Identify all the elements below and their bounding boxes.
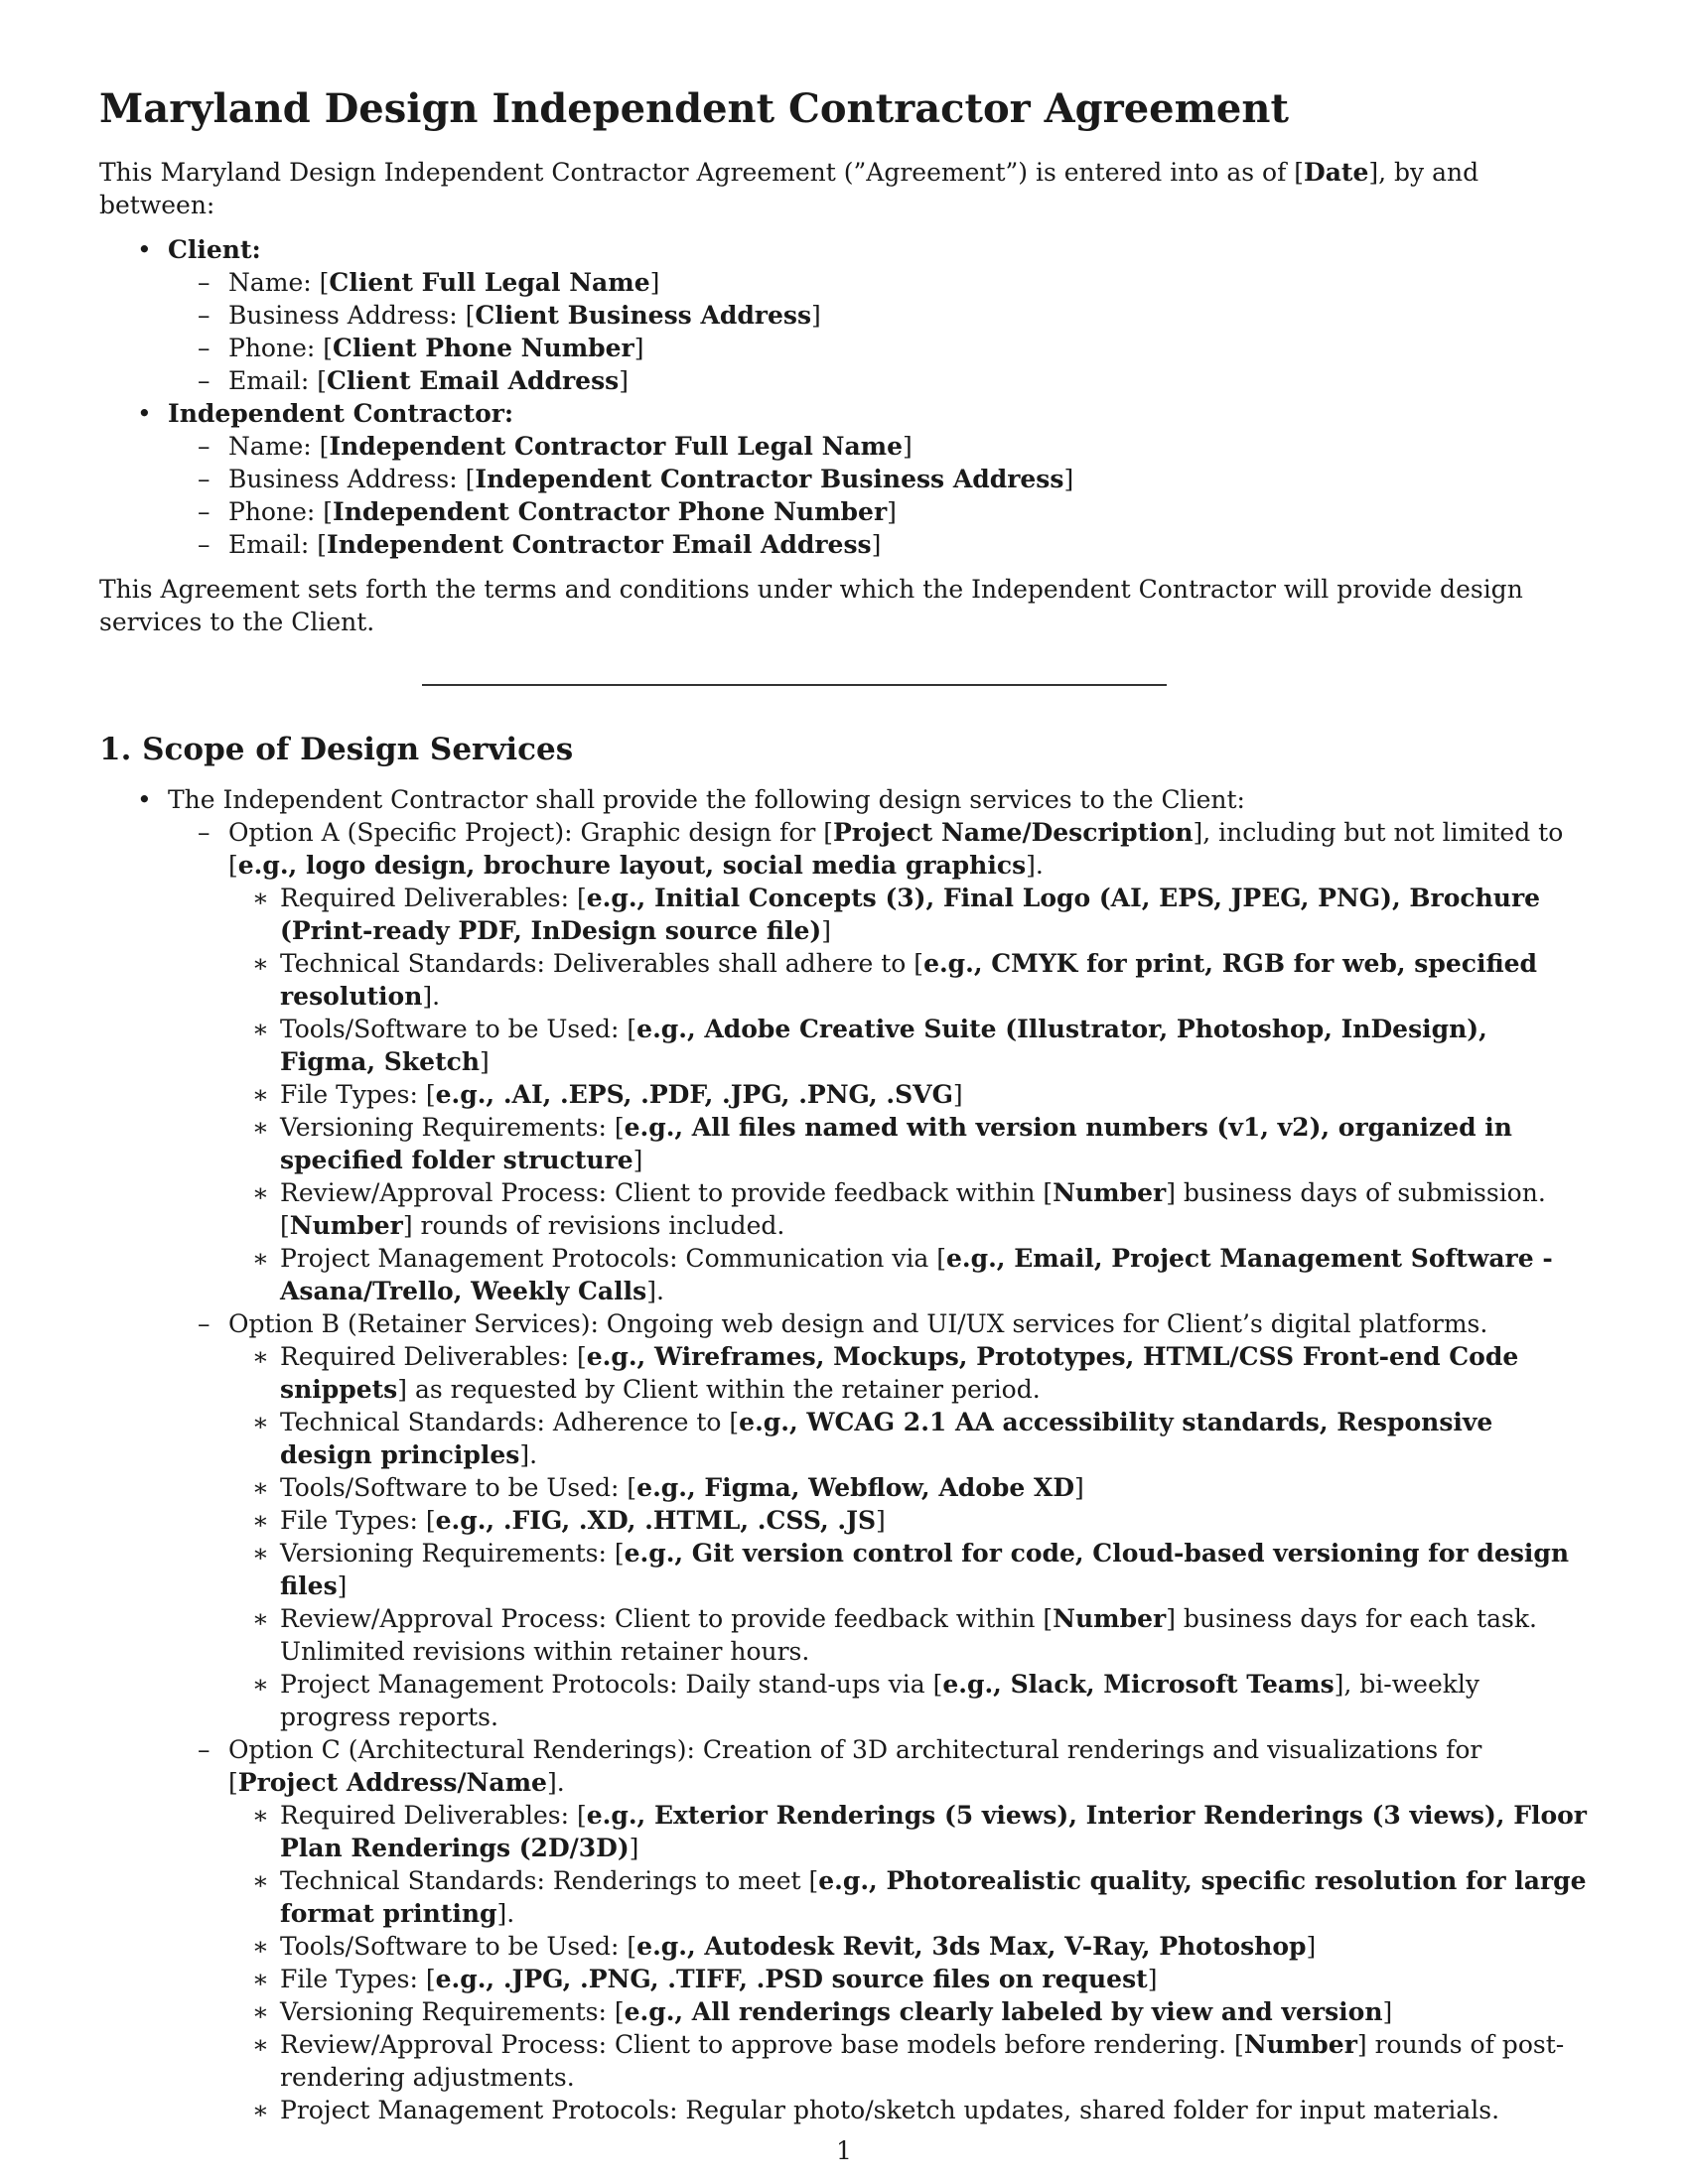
intro-paragraph [99, 156, 1589, 221]
body-text: ] [629, 1834, 639, 1862]
requirement-file-types [228, 1504, 1589, 1537]
requirement-project-management [228, 1242, 1589, 1307]
placeholder-text: e.g., logo design, brochure layout, social media graphics [237, 851, 1027, 880]
party-contractor-heading: Independent Contractor: [168, 399, 514, 428]
requirement-tools-software [228, 1930, 1589, 1963]
body-text: Required Deliverables: [ [280, 884, 587, 912]
field-label: Name: [228, 268, 320, 297]
placeholder-text: e.g., Autodesk Revit, 3ds Max, V-Ray, Photoshop [636, 1932, 1307, 1961]
body-text: Tools/Software to be Used: [ [280, 1015, 637, 1043]
placeholder-text: e.g., .FIG, .XD, .HTML, .CSS, .JS [435, 1506, 876, 1535]
body-text: ]. [519, 1440, 538, 1469]
body-text: ] as requested by Client within the retainer period. [397, 1375, 1041, 1404]
body-text: ]. [422, 982, 441, 1011]
option-c [168, 1733, 1589, 2126]
body-text: ] [952, 1080, 963, 1109]
body-text: ]. [646, 1277, 664, 1305]
requirement-review-approval [228, 2028, 1589, 2094]
party-client [99, 233, 1589, 397]
requirement-technical-standards [228, 1864, 1589, 1930]
placeholder-text: e.g., Figma, Webflow, Adobe XD [636, 1473, 1075, 1502]
body-text: ], bi-weekly progress reports. [280, 1670, 1480, 1731]
body-text: Review/Approval Process: Client to provide feedback within [ [280, 1604, 1054, 1633]
body-text: ]. [496, 1899, 515, 1928]
contractor-email-field: – Email: [Independent Contractor Email Address] [168, 528, 1589, 561]
body-text: Required Deliverables: [ [280, 1801, 587, 1830]
placeholder-text: e.g., Adobe Creative Suite (Illustrator, Photoshop, InDesign), Figma, Sketch [280, 1015, 1487, 1076]
requirement-review-approval [228, 1176, 1589, 1242]
party-client-heading: Client: [168, 235, 261, 264]
body-text: Option C (Architectural Renderings): Creation of 3D architectural renderings and visualizations for [ [228, 1735, 1482, 1797]
placeholder-text: e.g., .AI, .EPS, .PDF, .JPG, .PNG, .SVG [435, 1080, 953, 1109]
placeholder-text: e.g., CMYK for print, RGB for web, specified resolution [280, 949, 1538, 1011]
option-c-description [228, 1735, 1481, 1797]
body-text: Tools/Software to be Used: [ [280, 1932, 637, 1961]
body-text: ] business days of submission. [ [280, 1178, 1546, 1240]
section-1-lead-item [99, 783, 1589, 2126]
placeholder-text: Number [1053, 1604, 1167, 1633]
option-a-description [228, 818, 1563, 880]
body-text: Project Management Protocols: Communication via [ [280, 1244, 946, 1273]
body-text: Required Deliverables: [ [280, 1342, 587, 1371]
body-text: File Types: [ [280, 1080, 436, 1109]
body-text: Versioning Requirements: [ [280, 1113, 625, 1142]
section-1-lead: The Independent Contractor shall provide the following design services to the Client: [168, 785, 1245, 814]
contractor-phone-field: – Phone: [Independent Contractor Phone Number] [168, 495, 1589, 528]
body-text: Technical Standards: Deliverables shall adhere to [ [280, 949, 924, 978]
body-text: ], including but not limited to [ [228, 818, 1564, 880]
placeholder-text: e.g., Photorealistic quality, specific resolution for large format printing [280, 1866, 1587, 1928]
contractor-name-field: – Name: [Independent Contractor Full Legal Name] [168, 430, 1589, 463]
body-text: ] [1382, 1997, 1393, 2026]
placeholder-text: Number [1053, 1178, 1167, 1207]
field-label: Name: [228, 432, 320, 461]
body-text: ] [821, 916, 831, 945]
requirement-deliverables [228, 1340, 1589, 1406]
requirement-project-management [228, 2094, 1589, 2126]
requirement-versioning [228, 1111, 1589, 1176]
intro-date-placeholder: Date [1304, 158, 1369, 187]
option-b-requirements [228, 1340, 1589, 1733]
requirement-file-types [228, 1963, 1589, 1995]
field-label: Phone: [228, 334, 324, 362]
option-b-description [228, 1309, 1487, 1338]
placeholder-text: e.g., .JPG, .PNG, .TIFF, .PSD source files on request [435, 1965, 1148, 1993]
document-page [99, 84, 1589, 2126]
placeholder-text: e.g., Wireframes, Mockups, Prototypes, HTML/CSS Front-end Code snippets [280, 1342, 1519, 1404]
body-text: File Types: [ [280, 1506, 436, 1535]
body-text: ] [633, 1146, 643, 1174]
document-title: Maryland Design Independent Contractor Agreement [99, 85, 1289, 132]
placeholder-text: e.g., Email, Project Management Software - Asana/Trello, Weekly Calls [280, 1244, 1553, 1305]
field-value: Independent Contractor Phone Number [333, 497, 888, 526]
field-label: Phone: [228, 497, 324, 526]
body-text: ] [337, 1571, 348, 1600]
requirement-versioning [228, 1537, 1589, 1602]
requirement-technical-standards [228, 1406, 1589, 1471]
placeholder-text: Number [1243, 2030, 1357, 2059]
option-c-requirements [228, 1799, 1589, 2126]
client-address-field: – Business Address: [Client Business Address] [168, 299, 1589, 332]
placeholder-text: Number [289, 1211, 403, 1240]
field-value: Independent Contractor Email Address [327, 530, 872, 559]
requirement-technical-standards [228, 947, 1589, 1013]
requirement-file-types [228, 1078, 1589, 1111]
body-text: Project Management Protocols: Regular photo/sketch updates, shared folder for input materials. [280, 2096, 1500, 2124]
body-text: ] [1306, 1932, 1317, 1961]
body-text: Project Management Protocols: Daily stand-ups via [ [280, 1670, 943, 1699]
body-text: Technical Standards: Renderings to meet [ [280, 1866, 819, 1895]
section-divider [422, 684, 1167, 686]
field-label: Business Address: [228, 465, 466, 493]
body-text: Review/Approval Process: Client to provide feedback within [ [280, 1178, 1054, 1207]
body-text: Technical Standards: Adherence to [ [280, 1408, 740, 1436]
field-value: Independent Contractor Full Legal Name [329, 432, 903, 461]
contractor-address-field: – Business Address: [Independent Contractor Business Address] [168, 463, 1589, 495]
placeholder-text: Project Name/Description [832, 818, 1194, 847]
field-label: Email: [228, 366, 318, 395]
body-text: Option B (Retainer Services): Ongoing web design and UI/UX services for Client’s digital platforms. [228, 1309, 1488, 1338]
section-1-heading: 1. Scope of Design Services [99, 732, 574, 767]
placeholder-text: e.g., Exterior Renderings (5 views), Interior Renderings (3 views), Floor Plan Renderings (2D/3D) [280, 1801, 1587, 1862]
body-text: Tools/Software to be Used: [ [280, 1473, 637, 1502]
placeholder-text: e.g., WCAG 2.1 AA accessibility standards, Responsive design principles [280, 1408, 1493, 1469]
intro-text-before: This Maryland Design Independent Contractor Agreement (”Agreement”) is entered into as of [ [99, 158, 1305, 187]
requirement-versioning [228, 1995, 1589, 2028]
requirement-deliverables [228, 882, 1589, 947]
body-text: ]. [1026, 851, 1044, 880]
requirement-tools-software [228, 1013, 1589, 1078]
body-text: Review/Approval Process: Client to approve base models before rendering. [ [280, 2030, 1244, 2059]
body-text: ] rounds of post-rendering adjustments. [280, 2030, 1565, 2092]
client-name-field: – Name: [Client Full Legal Name] [168, 266, 1589, 299]
body-text: ]. [546, 1768, 565, 1797]
party-contractor [99, 397, 1589, 561]
field-value: Client Business Address [475, 301, 812, 330]
placeholder-text: Project Address/Name [237, 1768, 547, 1797]
contractor-fields [168, 430, 1589, 561]
option-b [168, 1307, 1589, 1733]
field-label: Email: [228, 530, 318, 559]
section-1-list [99, 783, 1589, 2126]
page-number: 1 [836, 2136, 852, 2165]
field-value: Client Email Address [327, 366, 620, 395]
option-a-requirements [228, 882, 1589, 1307]
requirement-project-management [228, 1668, 1589, 1733]
service-options-list [168, 816, 1589, 2126]
body-text: ] business days for each task. Unlimited revisions within retainer hours. [280, 1604, 1537, 1666]
body-text: Versioning Requirements: [ [280, 1539, 625, 1568]
client-email-field: – Email: [Client Email Address] [168, 364, 1589, 397]
client-phone-field: – Phone: [Client Phone Number] [168, 332, 1589, 364]
placeholder-text: e.g., Slack, Microsoft Teams [942, 1670, 1335, 1699]
option-a [168, 816, 1589, 1307]
field-label: Business Address: [228, 301, 466, 330]
body-text: Option A (Specific Project): Graphic design for [ [228, 818, 833, 847]
placeholder-text: e.g., Initial Concepts (3), Final Logo (AI, EPS, JPEG, PNG), Brochure (Print-ready PDF, InDesign source file) [280, 884, 1541, 945]
client-fields [168, 266, 1589, 397]
body-text: File Types: [ [280, 1965, 436, 1993]
intro-text-after: ], by and between: [99, 158, 1479, 219]
purpose-paragraph: This Agreement sets forth the terms and conditions under which the Independent Contractor will provide design services to the Client. [99, 575, 1523, 636]
requirement-deliverables [228, 1799, 1589, 1864]
placeholder-text: e.g., All files named with version numbers (v1, v2), organized in specified folder structure [280, 1113, 1512, 1174]
requirement-tools-software [228, 1471, 1589, 1504]
placeholder-text: e.g., Git version control for code, Cloud-based versioning for design files [280, 1539, 1570, 1600]
body-text: ] rounds of revisions included. [402, 1211, 785, 1240]
body-text: ] [1147, 1965, 1158, 1993]
parties-list [99, 233, 1589, 561]
body-text: ] [480, 1047, 490, 1076]
requirement-review-approval [228, 1602, 1589, 1668]
placeholder-text: e.g., All renderings clearly labeled by view and version [624, 1997, 1383, 2026]
body-text: Versioning Requirements: [ [280, 1997, 625, 2026]
field-value: Independent Contractor Business Address [475, 465, 1064, 493]
body-text: ] [876, 1506, 886, 1535]
field-value: Client Full Legal Name [329, 268, 650, 297]
field-value: Client Phone Number [333, 334, 634, 362]
body-text: ] [1074, 1473, 1084, 1502]
